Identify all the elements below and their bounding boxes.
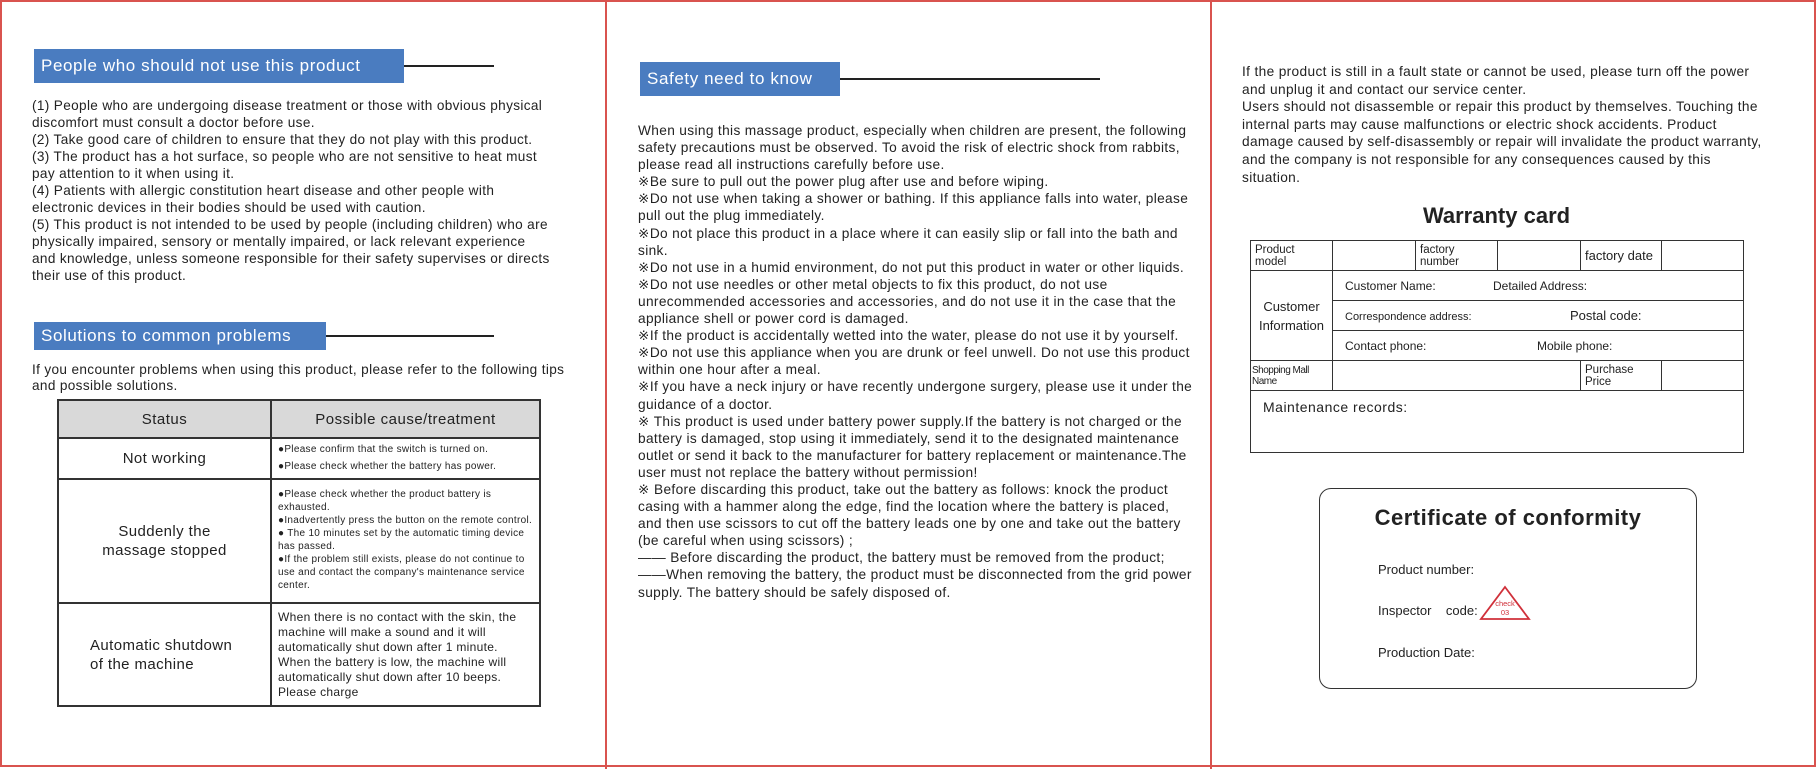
paragraph: ※Do not use needles or other metal objects to fix this product, do not use unrecommended accessories and accessories, and do not use it in the case that the appliance shell or power cord is damaged. bbox=[638, 276, 1177, 327]
paragraph: When using this massage product, especially when children are present, the following safety precautions must be observed. To avoid the risk of electric shock from rabbits, please read all instructions carefully before use. bbox=[638, 123, 1187, 173]
field-factory-number[interactable] bbox=[1498, 241, 1581, 271]
header-rule bbox=[326, 335, 494, 337]
label-customer-info: Customer Information bbox=[1251, 271, 1333, 361]
row-correspondence[interactable] bbox=[1333, 301, 1744, 331]
paragraph: (1) People who are undergoing disease treatment or those with obvious physical discomfort must consult a doctor before use. bbox=[32, 98, 543, 130]
production-date-label: Production Date: bbox=[1378, 645, 1475, 660]
cause-item: ●Please check whether the product battery is exhausted. bbox=[278, 489, 492, 514]
cause-item: ●Inadvertently press the button on the remote control. bbox=[278, 515, 533, 527]
label-shopping-mall: Shopping Mall Name bbox=[1251, 361, 1333, 391]
paragraph: ※If the product is accidentally wetted into the water, please do not use it by yourself. bbox=[638, 328, 1179, 344]
col-cause: Possible cause/treatment bbox=[271, 400, 540, 438]
paragraph: If the product is still in a fault state or cannot be used, please turn off the power and unplug it and contact our service center. bbox=[1242, 64, 1750, 97]
maintenance-records[interactable] bbox=[1251, 391, 1744, 453]
section-title: Safety need to know bbox=[647, 69, 813, 88]
label-product-model: Product model bbox=[1251, 241, 1333, 271]
cause-cell: When there is no contact with the skin, the machine will make a sound and it will automatically shut down after 1 minute. When the battery is low, the machine will automatically shut down after 10 beeps. Please charge bbox=[271, 603, 540, 706]
cause-cell bbox=[271, 479, 540, 603]
paragraph: ※Be sure to pull out the power plug after use and before wiping. bbox=[638, 174, 1049, 190]
section-header-solutions bbox=[34, 322, 326, 350]
paragraph: ※If you have a neck injury or have recently undergone surgery, please use it under the guidance of a doctor. bbox=[638, 379, 1193, 412]
status-cell: Not working bbox=[58, 438, 271, 479]
correspondence-label: Correspondence address: bbox=[1345, 311, 1472, 323]
panel-divider bbox=[605, 0, 607, 769]
paragraph: ※ Before discarding this product, take out the battery as follows: knock the product casing with a hammer along the edge, find the location where the battery is placed, and then use scissors to cut off the battery leads one by one and take out the battery (be careful when using scissors) ; bbox=[638, 481, 1181, 549]
paragraph: ※Do not use when taking a shower or bathing. If this appliance falls into water, please pull out the plug immediately. bbox=[638, 191, 1189, 224]
field-purchase-price[interactable] bbox=[1662, 361, 1744, 391]
status-text: Suddenly the massage stopped bbox=[102, 523, 227, 559]
label-factory-number: factory number bbox=[1416, 241, 1498, 271]
people-list bbox=[32, 97, 552, 284]
panel-divider bbox=[1210, 0, 1212, 769]
customer-name-label: Customer Name: bbox=[1345, 278, 1436, 293]
field-product-model[interactable] bbox=[1333, 241, 1416, 271]
detailed-address-label: Detailed Address: bbox=[1493, 278, 1588, 293]
field-shopping-mall[interactable] bbox=[1333, 361, 1581, 391]
paragraph: ※Do not use in a humid environment, do not put this product in water or other liquids. bbox=[638, 259, 1185, 275]
certificate-title: Certificate of conformity bbox=[1374, 505, 1642, 530]
paragraph: (4) Patients with allergic constitution heart disease and other people with electronic devices in their bodies should be used with caution. bbox=[32, 183, 495, 215]
paragraph: Users should not disassemble or repair this product by themselves. Touching the internal parts may cause malfunctions or electric shock accidents. Product damage caused by self-disassembly or repair will invalidate the product warranty, and the company is not responsible for any consequences caused by this situation. bbox=[1242, 99, 1762, 185]
paragraph: (2) Take good care of children to ensure that they do not play with this product. bbox=[32, 132, 533, 147]
cause-item: ●If the problem still exists, please do not continue to use and contact the company's maintenance service center. bbox=[278, 553, 525, 591]
paragraph: —— Before discarding the product, the battery must be removed from the product; bbox=[638, 550, 1165, 566]
inspector-code-label: Inspector code: bbox=[1378, 603, 1478, 618]
cause-item: ●Please confirm that the switch is turned on. bbox=[278, 444, 489, 456]
field-factory-date[interactable] bbox=[1662, 241, 1744, 271]
product-number-label: Product number: bbox=[1378, 562, 1475, 577]
status-cell bbox=[58, 479, 271, 603]
warranty-table bbox=[1250, 240, 1744, 453]
col-status: Status bbox=[58, 400, 271, 438]
mobile-phone-label: Mobile phone: bbox=[1537, 338, 1613, 353]
contact-phone-label: Contact phone: bbox=[1345, 338, 1427, 353]
label-factory-date: factory date bbox=[1581, 241, 1662, 271]
paragraph: ※ This product is used under battery power supply.If the battery is not charged or the battery is damaged, stop using it immediately, send it to the designated maintenance outlet or send it back to the manufacturer for battery replacement or maintenance.The user must not replace the battery without permission! bbox=[638, 413, 1187, 480]
header-rule bbox=[840, 78, 1100, 80]
paragraph: ——When removing the battery, the product must be disconnected from the grid power supply. The battery should be safely disposed of. bbox=[638, 567, 1192, 600]
paragraph: (5) This product is not intended to be used by people (including children) who are physically impaired, sensory or mentally impaired, or lack relevant experience and knowledge, unless someone responsible for their safety supervises or directs their use of this product. bbox=[32, 217, 550, 283]
stamp-text: 03 bbox=[1500, 608, 1510, 617]
label-purchase-price: Purchase Price bbox=[1581, 361, 1662, 391]
paragraph: (3) The product has a hot surface, so people who are not sensitive to heat must pay attention to it when using it. bbox=[32, 149, 537, 181]
row-phone[interactable] bbox=[1333, 331, 1744, 361]
postal-code-label: Postal code: bbox=[1570, 308, 1642, 323]
paragraph: ※Do not place this product in a place where it can easily slip or fall into the bath and sink. bbox=[638, 225, 1178, 258]
header-rule bbox=[404, 65, 494, 67]
inspection-stamp-icon bbox=[1479, 585, 1531, 621]
cause-item: ●Please check whether the battery has power. bbox=[278, 461, 497, 472]
status-text: Automatic shutdown of the machine bbox=[90, 636, 233, 673]
section-title: Solutions to common problems bbox=[41, 326, 292, 345]
section-header-safety bbox=[640, 62, 840, 96]
certificate-card bbox=[1319, 488, 1697, 689]
section-title: People who should not use this product bbox=[41, 56, 361, 75]
warranty-title: Warranty card bbox=[1422, 203, 1571, 228]
cause-item: ● The 10 minutes set by the automatic timing device has passed. bbox=[278, 528, 525, 552]
safety-text bbox=[638, 122, 1193, 601]
status-cell bbox=[58, 603, 271, 706]
section-header-people bbox=[34, 49, 404, 83]
row-customer-name[interactable] bbox=[1333, 271, 1744, 301]
problems-table bbox=[57, 399, 541, 707]
cause-cell bbox=[271, 438, 540, 479]
paragraph: ※Do not use this appliance when you are drunk or feel unwell. Do not use this product within one hour after a meal. bbox=[638, 345, 1190, 378]
stamp-text: check bbox=[1495, 599, 1515, 608]
maintenance-label: Maintenance records: bbox=[1263, 399, 1408, 415]
service-text bbox=[1242, 63, 1762, 186]
solutions-intro: If you encounter problems when using this product, please refer to the following tips and possible solutions. bbox=[32, 362, 565, 393]
